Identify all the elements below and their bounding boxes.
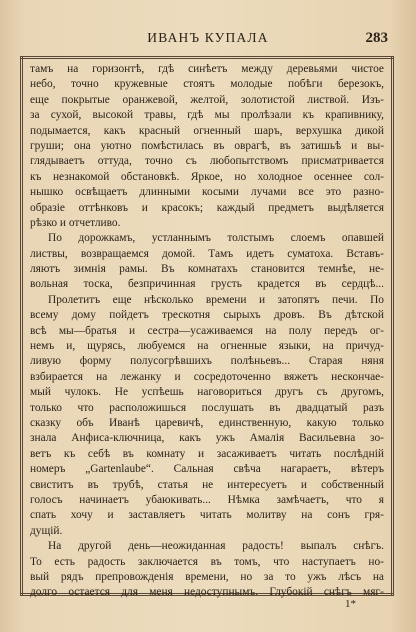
text-word: Амалія <box>249 432 285 445</box>
text-word: присматривается <box>301 155 384 168</box>
text-word: сестра—усаживаемся <box>147 324 254 337</box>
text-word: снѣгъ. <box>353 540 384 553</box>
text-word: По <box>48 232 62 245</box>
text-line <box>30 416 384 431</box>
text-word: небо, <box>30 78 56 91</box>
text-word: комнатахъ <box>187 263 238 276</box>
text-word: чулокъ. <box>64 386 102 399</box>
text-word: незнакомой <box>52 170 110 183</box>
text-word: Яркое, <box>190 170 223 183</box>
text-word: любопытствомъ <box>209 155 289 168</box>
text-line <box>30 293 384 308</box>
text-word: вольная <box>30 278 69 291</box>
text-word: хочу <box>70 509 93 522</box>
text-word: Изъ- <box>361 93 384 106</box>
text-word: не <box>202 478 214 491</box>
text-word: на <box>322 340 334 353</box>
text-word: устланнымъ <box>151 232 211 245</box>
text-word: съ <box>185 155 197 168</box>
text-line <box>30 308 384 323</box>
text-word: въ <box>269 401 281 414</box>
text-line <box>30 447 384 462</box>
text-word: немъ <box>30 340 55 353</box>
text-word: зимнія <box>73 263 106 276</box>
text-word: на <box>265 324 277 337</box>
text-word: статья <box>157 478 189 491</box>
text-word: я <box>378 493 384 506</box>
text-word: царевичѣ, <box>155 416 204 429</box>
text-word: наговориться <box>197 386 262 399</box>
text-word: Въ <box>318 309 332 322</box>
text-word: на <box>197 340 209 353</box>
text-word: читать <box>199 509 232 522</box>
text-line <box>30 277 384 292</box>
text-word: оврагѣ, <box>234 139 270 152</box>
text-word: вяжетъ <box>283 370 318 383</box>
text-word: нескончае- <box>331 370 384 383</box>
text-word: горизонтѣ, <box>92 63 145 75</box>
text-line <box>30 170 384 185</box>
text-line <box>30 508 384 523</box>
text-word: покрытые <box>61 93 110 106</box>
text-word: ужъ <box>307 570 327 583</box>
text-word: чистое <box>351 63 384 75</box>
text-word: крапивнику, <box>325 109 384 122</box>
text-word: сонъ <box>327 509 350 522</box>
text-word: въ <box>315 278 327 291</box>
text-word: интересуетъ <box>227 478 287 491</box>
text-word: золотистой <box>240 93 295 106</box>
text-word: оттуда, <box>97 155 132 168</box>
text-line <box>30 247 384 262</box>
text-word: за <box>263 570 274 583</box>
text-word: наступаетъ <box>301 555 356 568</box>
text-word: читать <box>289 447 322 460</box>
text-word: холодное <box>257 170 303 183</box>
text-word: успѣешь <box>141 386 184 399</box>
text-word: послушать <box>201 401 254 414</box>
text-word: ветъ <box>30 447 52 460</box>
text-word: заключается <box>137 555 199 568</box>
text-word: полу <box>288 324 312 337</box>
text-word: мый <box>30 386 51 399</box>
text-word: только <box>352 416 384 429</box>
text-word: Васильевна <box>299 432 356 445</box>
text-word: Глубокій <box>269 586 313 599</box>
text-word: разно- <box>353 186 384 199</box>
text-word: полѣньевъ... <box>230 355 291 368</box>
text-word: суматоха. <box>287 247 334 260</box>
text-word: деревьями <box>286 63 338 75</box>
text-line <box>30 201 384 216</box>
text-word: въ <box>87 478 99 491</box>
text-word: въ <box>279 139 291 152</box>
text-word: ог- <box>369 324 384 337</box>
text-line <box>30 339 384 354</box>
text-word: свѣча <box>233 463 261 476</box>
text-line <box>30 555 384 570</box>
text-word: дровъ. <box>273 309 305 322</box>
text-word: Въ <box>160 263 175 276</box>
text-word: То <box>30 555 42 568</box>
text-word: все <box>298 186 314 199</box>
text-word: тамъ <box>30 63 54 75</box>
text-word: дорожкамъ, <box>78 232 136 245</box>
text-word: листвой. <box>307 93 350 106</box>
text-word: тоска, <box>83 278 113 291</box>
text-word: нѣсколько <box>144 293 194 306</box>
text-word: сосредоточенно <box>193 370 271 383</box>
text-word: что <box>345 493 362 506</box>
text-word: стоятъ <box>183 78 215 91</box>
text-word: сухой, <box>50 109 82 122</box>
text-word: и <box>300 478 308 491</box>
text-word: березокъ, <box>337 78 384 91</box>
text-line <box>30 570 384 585</box>
text-word: предметъ <box>268 201 314 214</box>
text-word: но <box>240 570 253 583</box>
text-word: на <box>372 570 384 583</box>
text-word: какъ <box>103 124 126 137</box>
text-word: только <box>30 401 62 414</box>
text-word: травы, <box>144 109 177 122</box>
text-line <box>30 431 384 446</box>
text-word: для <box>121 586 138 599</box>
text-word: Нѣмка <box>227 493 260 506</box>
text-word: дѣтской <box>345 309 384 322</box>
text-word: и <box>198 447 205 460</box>
text-word: точно <box>70 78 99 91</box>
text-word: всѣ <box>30 324 47 337</box>
text-word: спать <box>30 509 57 522</box>
page-number: 283 <box>365 30 388 46</box>
text-word: глядываетъ <box>30 155 85 168</box>
text-word: къ <box>63 447 76 460</box>
text-word: Старая <box>308 355 343 368</box>
text-word: Иванѣ <box>108 416 140 429</box>
text-word: ливую <box>30 355 61 368</box>
text-line <box>30 324 384 339</box>
text-word: верхушка <box>295 124 342 137</box>
text-word: трескотня <box>162 309 211 322</box>
text-word: долго <box>30 586 58 599</box>
text-line <box>30 262 384 277</box>
text-word: ужъ <box>215 432 235 445</box>
text-line <box>30 139 384 154</box>
text-word: времени <box>205 293 247 306</box>
text-word: всему <box>30 309 59 322</box>
text-word: но- <box>368 555 384 568</box>
text-word: что <box>77 401 94 414</box>
text-word: и <box>351 139 358 152</box>
text-line <box>30 354 384 369</box>
text-word: огненный <box>193 124 241 137</box>
text-word: молитву <box>246 509 287 522</box>
text-word: Анфиса-ключница, <box>71 432 165 445</box>
text-word: каждый <box>216 201 255 214</box>
text-word: другомъ, <box>341 386 384 399</box>
text-word: Вставъ- <box>346 247 384 260</box>
text-word: вы- <box>367 139 384 152</box>
text-word: молодые <box>230 78 273 91</box>
printer-signature-mark: 1* <box>345 598 356 610</box>
text-word: мы <box>214 109 230 122</box>
text-word: Пролетитъ <box>48 293 101 306</box>
text-word: меня <box>149 586 173 599</box>
text-word: убаюкивать... <box>145 493 211 506</box>
text-word: няня <box>361 355 384 368</box>
text-word: лучами <box>250 186 287 199</box>
text-word: Тамъ <box>208 247 234 260</box>
text-word: еще <box>112 293 132 306</box>
text-word: и <box>174 370 181 383</box>
text-word: осеннее <box>313 170 353 183</box>
text-word: засаживаетъ <box>216 447 277 460</box>
text-word: мы—братья <box>58 324 117 337</box>
text-word: кружевные <box>114 78 168 91</box>
text-word: гдѣ <box>158 63 175 75</box>
text-word: побѣги <box>287 78 323 91</box>
text-line <box>30 62 384 77</box>
text-word: взбирается <box>30 370 83 383</box>
text-word: она <box>73 139 91 152</box>
text-word: сол- <box>363 170 384 183</box>
body-text <box>30 62 384 601</box>
text-word: слоемъ <box>290 232 326 245</box>
text-line <box>30 385 384 400</box>
text-line <box>30 108 384 123</box>
text-word: толстымъ <box>227 232 275 245</box>
text-word: разъ <box>363 401 384 414</box>
text-word: дикой <box>355 124 384 137</box>
text-word: возвращаемся <box>80 247 149 260</box>
text-word: номеръ <box>30 463 66 476</box>
text-word: ляютъ <box>30 263 61 276</box>
running-head: ИВАНЪ КУПАЛА <box>147 30 269 45</box>
text-word: времени, <box>185 570 229 583</box>
text-word: красный <box>138 124 181 137</box>
text-line: рѣзко и отчетливо. <box>30 216 121 229</box>
text-word: любуемся <box>137 340 186 353</box>
text-word: Не <box>114 386 129 399</box>
text-word: свиститъ <box>30 478 74 491</box>
text-word: нышко <box>30 186 64 199</box>
text-word: и <box>258 293 266 306</box>
text-line <box>30 401 384 416</box>
text-word: единственную, <box>218 416 292 429</box>
text-word: препровожденія <box>95 570 174 583</box>
page-frame-right-rule <box>391 56 394 596</box>
text-word: объ <box>76 416 94 429</box>
text-word: оттѣнковъ <box>78 201 129 214</box>
text-word: это <box>325 186 342 199</box>
text-word: гдѣ <box>187 109 204 122</box>
text-word: выпалъ <box>300 540 337 553</box>
text-word: косыми <box>202 186 239 199</box>
text-word: расположишься <box>109 401 187 414</box>
text-word: двадцатый <box>295 401 348 414</box>
text-word: другъ <box>275 386 303 399</box>
text-word: желтой, <box>190 93 229 106</box>
text-word: помѣстилась <box>141 139 204 152</box>
text-word: Сальная <box>173 463 214 476</box>
text-line <box>30 77 384 92</box>
text-word: грусть <box>210 278 242 291</box>
text-word: начинаетъ <box>79 493 129 506</box>
text-word: къ <box>30 170 42 183</box>
text-word: день—неожиданная <box>128 540 226 553</box>
text-word: крадется <box>257 278 300 291</box>
text-word: домой. <box>162 247 196 260</box>
text-word: вѣтеръ <box>350 463 384 476</box>
text-word: По <box>370 293 384 306</box>
text-word: затопятъ <box>277 293 320 306</box>
text-line <box>30 478 384 493</box>
text-word: сказку <box>30 416 62 429</box>
text-line <box>30 370 384 385</box>
text-word: знала <box>30 432 57 445</box>
text-word: синѣетъ <box>188 63 228 75</box>
text-word: себѣ <box>87 447 111 460</box>
text-word: груши; <box>30 139 64 152</box>
text-word: рамы. <box>119 263 148 276</box>
text-word: дому <box>71 309 96 322</box>
text-word: лѣсъ <box>338 570 362 583</box>
text-word: печи. <box>332 293 358 306</box>
text-word: въ <box>122 447 134 460</box>
text-line <box>30 585 384 600</box>
text-word: гря- <box>364 509 384 522</box>
text-word: съ <box>316 386 328 399</box>
text-word: между <box>241 63 273 75</box>
text-word: образіе <box>30 201 65 214</box>
text-word: лежанку <box>120 370 162 383</box>
text-word: рядъ <box>60 570 84 583</box>
text-word: и, <box>66 340 76 353</box>
text-word: форму <box>79 355 112 368</box>
text-word: полусогрѣвшихъ <box>130 355 212 368</box>
text-word: радость <box>87 555 126 568</box>
text-word: въ <box>213 139 225 152</box>
text-line <box>30 231 384 246</box>
text-word: какую <box>306 416 337 429</box>
text-word: огненные <box>220 340 267 353</box>
text-line <box>30 93 384 108</box>
text-word: не- <box>369 263 384 276</box>
text-word: причуд- <box>345 340 384 353</box>
text-word: недоступнымъ. <box>184 586 259 599</box>
text-word: на <box>96 370 108 383</box>
text-word: оранжевой, <box>122 93 178 106</box>
text-word: и <box>129 324 136 337</box>
text-word: за <box>30 109 40 122</box>
text-word: комнату <box>146 447 186 460</box>
text-word: заставляетъ <box>128 509 186 522</box>
text-word: сердцѣ... <box>341 278 384 291</box>
text-word: трубѣ, <box>112 478 144 491</box>
text-word: томъ, <box>234 555 261 568</box>
text-word: и <box>107 509 114 522</box>
text-word: затишьѣ <box>300 139 342 152</box>
text-line <box>30 493 384 508</box>
text-word: длинными <box>139 186 191 199</box>
text-word: голосъ <box>30 493 63 506</box>
text-word: снѣгъ <box>323 586 352 599</box>
text-word: На <box>48 540 62 553</box>
text-word: остается <box>68 586 111 599</box>
text-word: пойдетъ <box>109 309 149 322</box>
text-line: дущій. <box>30 524 63 537</box>
text-word: сырыхъ <box>223 309 261 322</box>
text-word: есть <box>54 555 75 568</box>
text-line <box>30 124 384 139</box>
text-word: и <box>141 201 148 214</box>
text-word: щурясь, <box>87 340 126 353</box>
text-word: уютно <box>100 139 132 152</box>
text-word: на <box>301 509 313 522</box>
text-word: листвы, <box>30 247 68 260</box>
text-word: языки, <box>278 340 311 353</box>
text-word: то <box>285 570 296 583</box>
text-word: еще <box>30 93 49 106</box>
text-word: идетъ <box>246 247 275 260</box>
text-word: красокъ; <box>161 201 204 214</box>
text-word: шаръ, <box>254 124 283 137</box>
text-word: но <box>234 170 247 183</box>
text-line <box>30 185 384 200</box>
text-word: точно <box>144 155 173 168</box>
text-word: на <box>67 63 79 75</box>
text-word: передъ <box>324 324 358 337</box>
text-word: зо- <box>370 432 384 445</box>
text-word: становится <box>250 263 305 276</box>
text-word: темнѣе, <box>318 263 356 276</box>
text-word: радость! <box>242 540 284 553</box>
text-word: безпричинная <box>127 278 196 291</box>
text-word: къ <box>302 109 315 122</box>
text-word: подымается, <box>30 124 91 137</box>
text-word: „Gartenlaube“. <box>85 463 154 476</box>
text-word: замѣчаетъ, <box>276 493 329 506</box>
page-frame-top-rule <box>20 56 394 59</box>
text-word: опавшей <box>341 232 384 245</box>
text-word: освѣщаетъ <box>75 186 128 199</box>
text-word: пролѣзали <box>240 109 292 122</box>
text-word: нагараетъ, <box>280 463 332 476</box>
text-word: другой <box>78 540 112 553</box>
text-word: высокой <box>92 109 134 122</box>
text-line <box>30 462 384 477</box>
text-word: вый <box>30 570 50 583</box>
text-word: выдѣляется <box>327 201 384 214</box>
text-word: собственный <box>321 478 384 491</box>
text-line <box>30 539 384 554</box>
text-word: какъ <box>179 432 201 445</box>
text-word: послѣдній <box>333 447 384 460</box>
text-word: въ <box>210 555 222 568</box>
page-frame-left-rule <box>20 56 23 596</box>
text-word: обстановкѣ. <box>120 170 180 183</box>
text-word: что <box>273 555 290 568</box>
text-word: мяг- <box>362 586 384 599</box>
text-line <box>30 154 384 169</box>
